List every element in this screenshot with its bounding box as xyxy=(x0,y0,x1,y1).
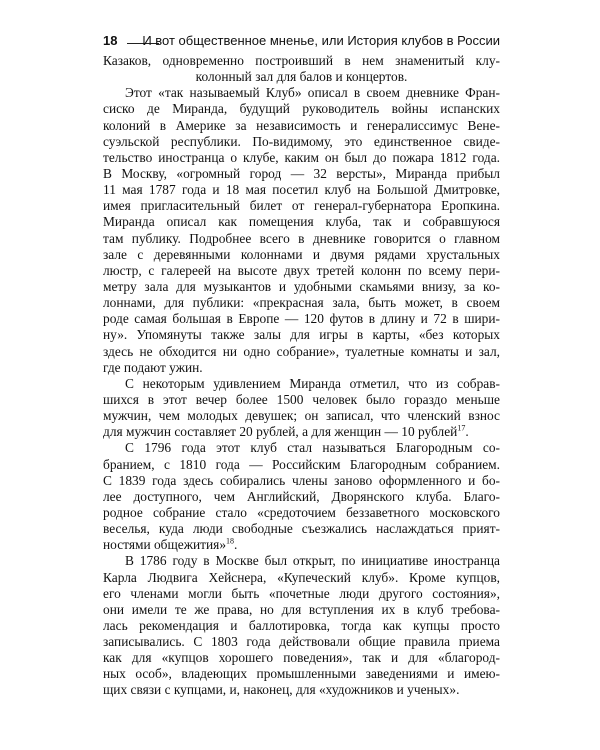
line-text: для мужчин составляет 20 рублей, а для женщин — 10 рублей xyxy=(103,424,458,440)
text-line: лоннами, для публики: «прекрасная зала, быть может, в своем xyxy=(103,295,500,311)
text-line: Казаков, одновременно построивший в нем знаменитый клу- xyxy=(103,53,500,68)
text-line: колоний в Америке за независимость и генералиссимус Вене- xyxy=(103,117,500,133)
text-line: записывались. С 1803 года действовали общие правила приема xyxy=(103,634,500,650)
text-line: бранием, с 1810 года — Российским Благородным собранием. xyxy=(103,456,500,472)
text-line: роде самая большая в Европе — 120 футов в длину и 72 в шири- xyxy=(103,311,500,327)
page-header xyxy=(103,33,500,51)
text-line: В 1786 году в Москве был открыт, по инициативе иностранца xyxy=(125,553,500,569)
footnote-marker: 17 xyxy=(457,423,466,433)
text-line: зале с деревянными колоннами и двумя рядами хрустальных xyxy=(103,246,500,262)
punctuation: . xyxy=(465,424,469,440)
paragraph-5 xyxy=(103,553,500,698)
text-line: имея пригласительный билет от генерал-губернатора Еропкина. xyxy=(103,198,500,214)
running-title: И вот общественное мненье, или История клубов в России xyxy=(142,33,500,48)
text-line: метру зала для музыкантов и удобными скамьями внизу, за ко- xyxy=(103,278,500,294)
paragraph-2 xyxy=(103,85,500,376)
text-line: мужчин, чем молодых девушек; он записал, что членский взнос xyxy=(103,408,500,424)
line-text: ностями общежития» xyxy=(103,537,227,553)
text-line: лась рекомендация и баллотировка, тогда как купцы просто xyxy=(103,617,500,633)
text-line: они имели те же права, но для вступления их в клуб требова- xyxy=(103,601,500,617)
text-line: С некоторым удивлением Миранда отметил, что из собрав- xyxy=(125,375,500,391)
text-line: как для «купцов хорошего поведения», так и для «благород- xyxy=(103,650,500,666)
text-line: суэльской республики. По-видимому, это единственное свиде- xyxy=(103,133,500,149)
text-line xyxy=(103,424,500,440)
text-line: лее доступного, чем Английский, Дворянского клуба. Благо- xyxy=(103,488,500,504)
body-text xyxy=(103,53,500,699)
text-line: родное собрание стало «средоточием беззаветного московского xyxy=(103,504,500,520)
punctuation: . xyxy=(234,537,238,553)
text-line: Этот «так называемый Клуб» описал в своем дневнике Фран- xyxy=(125,85,500,101)
text-line: сиско де Миранда, будущий руководитель войны испанских xyxy=(103,101,500,117)
footnote-marker: 18 xyxy=(226,536,235,546)
text-line: Карла Людвига Хейснера, «Купеческий клуб». Кроме купцов, xyxy=(103,569,500,585)
text-line: люстр, с галереей на высоте двух третей колонн по всему пери- xyxy=(103,262,500,278)
text-line: Миранда описал как помещения клуба, так и собравшуюся xyxy=(103,214,500,230)
text-line: ных особ», владеющих промышленными заведениями и имею- xyxy=(103,666,500,682)
paragraph-1 xyxy=(103,53,500,85)
text-line: ну». Упомянуты также залы для игры в карты, «без которых xyxy=(103,327,500,343)
text-line: шихся в этот вечер более 1500 человек было гораздо меньше xyxy=(103,391,500,407)
text-line: В Москву, «огромный город — 32 версты», Миранда прибыл xyxy=(103,165,500,181)
text-line: там публику. Подробнее всего в дневнике говорится о главном xyxy=(103,230,500,246)
text-line: веселья, куда люди свободные съезжались наслаждаться прият- xyxy=(103,521,500,537)
text-line: щих связи с купцами, и, наконец, для «художников и ученых». xyxy=(103,682,460,698)
text-line: 11 мая 1787 года и 18 мая посетил клуб на Большой Дмитровке, xyxy=(103,182,500,198)
page-number: 18 xyxy=(103,33,118,48)
text-line: где подают ужин. xyxy=(103,359,203,375)
text-line: С 1839 года здесь собирались члены заново оформленного и бо- xyxy=(103,472,500,488)
text-line: колонный зал для балов и концертов. xyxy=(195,69,408,85)
text-line: здесь не обходится ни одно собрание», туалетные комнаты и зал, xyxy=(103,343,500,359)
text-line: его членами могли быть «почетные люди другого состояния», xyxy=(103,585,500,601)
text-line xyxy=(103,537,500,553)
paragraph-4 xyxy=(103,440,500,553)
text-line: С 1796 года этот клуб стал называться Благородным со- xyxy=(125,440,500,456)
text-line: тельство иностранца о клубе, каким он был до пожара 1812 года. xyxy=(103,149,500,165)
paragraph-3 xyxy=(103,376,500,441)
